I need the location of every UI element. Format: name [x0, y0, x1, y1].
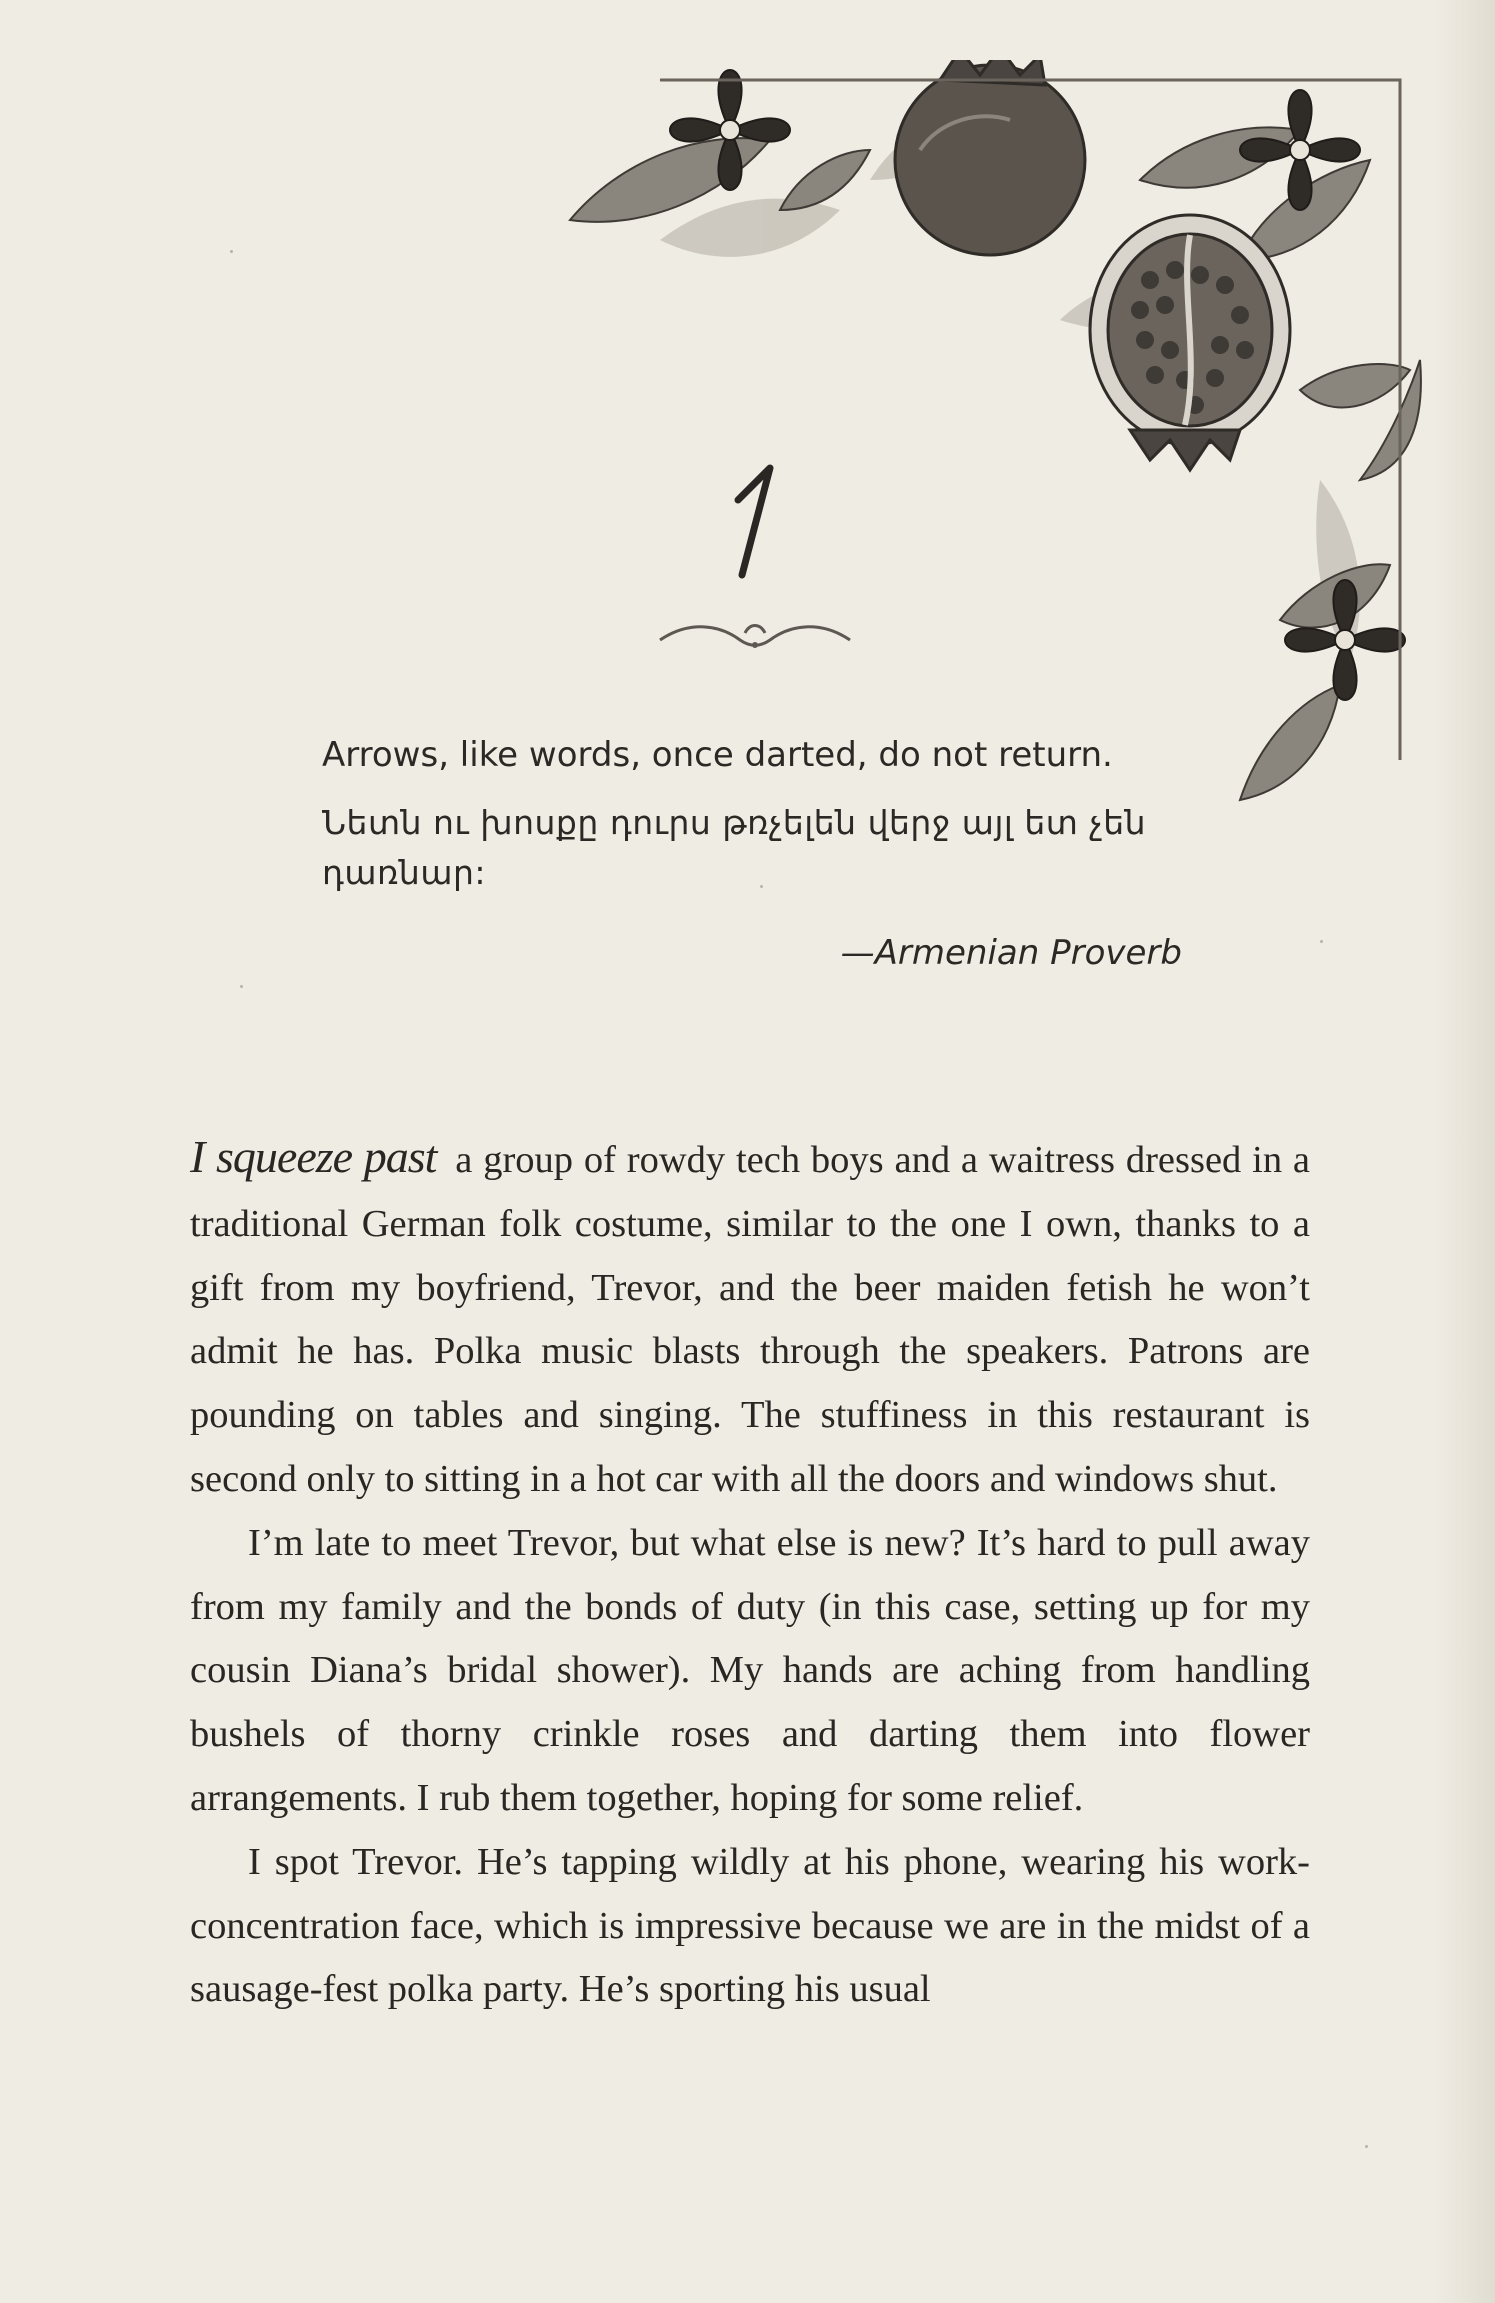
flourish-divider — [650, 615, 860, 660]
epigraph-attribution: —Armenian Proverb — [840, 933, 1182, 973]
epigraph-armenian: Նետն ու խոսքը դուրս թռչելեն վերջ այլ ետ չեն դառնար: — [322, 803, 1147, 892]
pomegranate-half — [1090, 215, 1290, 470]
paper-speck — [760, 885, 763, 888]
paper-speck — [240, 985, 243, 988]
paragraph-1 — [190, 1125, 1310, 1512]
lead-in: I squeeze past — [190, 1131, 437, 1182]
chapter-body — [190, 1125, 1310, 2022]
paragraph-3: I spot Trevor. He’s tapping wildly at his phone, wearing his work-concentration face, which is impressive because we are in the midst of a sausage-fest polka party. He’s sporting his usual — [190, 1840, 1310, 2011]
paragraph-2: I’m late to meet Trevor, but what else is new? It’s hard to pull away from my family and the bonds of duty (in this case, setting up for my cousin Diana’s bridal shower). My hands are aching from handling bushels of thorny crinkle roses and darting them into flower arrangements. I rub them together, hoping for some relief. — [190, 1521, 1310, 1819]
paper-speck — [230, 250, 233, 253]
chapter-number-glyph — [730, 460, 790, 580]
pomegranate-whole — [895, 60, 1085, 255]
paper-speck — [1365, 2145, 1368, 2148]
page-edge-shadow — [1435, 0, 1495, 2303]
paragraph-1-text: a group of rowdy tech boys and a waitress dressed in a traditional German folk costume, similar to the one I own, thanks to a gift from my boyfriend, Trevor, and the beer maiden fetish he won’t admit he has. Polka music blasts through the speakers. Patrons are pounding on tables and singing. The stuffiness in this restaurant is second only to sitting in a hot car with all the doors and windows shut. — [190, 1139, 1310, 1500]
paper-speck — [1320, 940, 1323, 943]
epigraph-english: Arrows, like words, once darted, do not return. — [322, 735, 1113, 775]
chapter-number — [730, 460, 790, 580]
epigraph — [322, 730, 1202, 978]
